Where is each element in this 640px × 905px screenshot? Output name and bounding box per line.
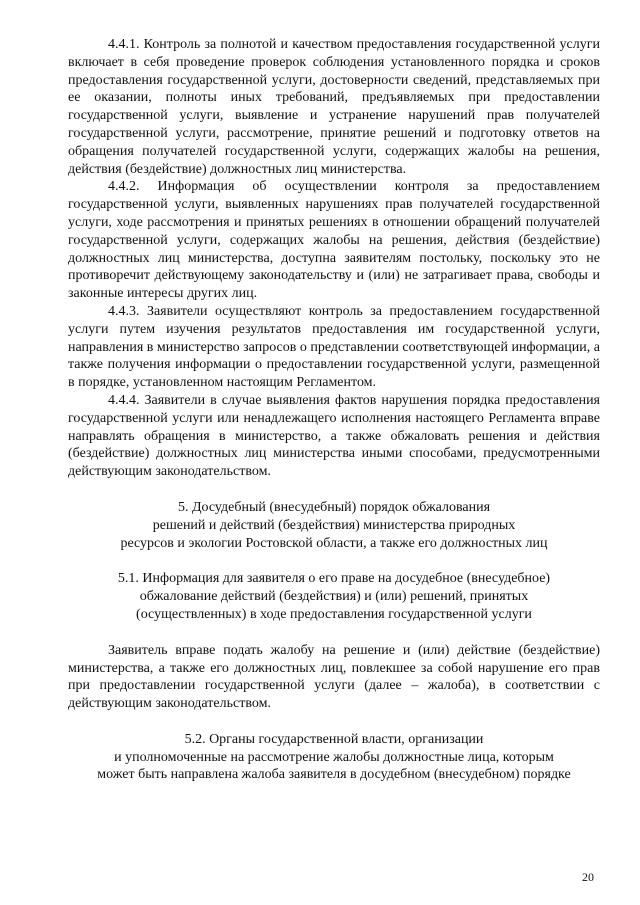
paragraph-4-4-1: 4.4.1. Контроль за полнотой и качеством предоставления государственной услуги включает в себя проведение проверок соблюдения установленного порядка и сроков предоставления государственной услуги, достоверности сведений, представляемых при ее оказании, полноты иных требований, предъявляемых при предоставлении государственной услуги, выявление и устранение нарушений прав получателей государственной услуги, рассмотрение, принятие решений и подготовку ответов на обращения получателей государственной услуги, содержащих жалобы на решения, действия (бездействие) должностных лиц министерства. [68, 37, 600, 177]
section-5-1-heading-line-3: (осуществленных) в ходе предоставления государственной услуги [136, 606, 532, 622]
section-5-1-heading-line-1: 5.1. Информация для заявителя о его праве на досудебное (внесудебное) [117, 571, 551, 587]
section-5-1-heading [68, 570, 600, 623]
section-5-heading [68, 499, 600, 552]
section-5-2-heading-line-1: 5.2. Органы государственной власти, организации [184, 731, 484, 747]
section-5-heading-line-3: ресурсов и экологии Ростовской области, а также его должностных лиц [120, 535, 548, 551]
paragraph-5-1-body: Заявитель вправе подать жалобу на решение и (или) действие (бездействие) министерства, а также его должностных лиц, повлекшее за собой нарушение его прав при предоставлении государственной услуги (далее – жалоба), в соответствии с действующим законодательством. [68, 642, 600, 712]
paragraph-4-4-3: 4.4.3. Заявители осуществляют контроль за предоставлением государственной услуги путем изучения результатов предоставления им государственной услуги, направления в министерство запросов о представлении соответствующей информации, а также получения информации о предоставлении государственной услуги, размещенной в порядке, установленном настоящим Регламентом. [68, 303, 600, 391]
section-5-heading-line-1: 5. Досудебный (внесудебный) порядок обжалования [177, 499, 491, 515]
section-5-2-heading [68, 731, 600, 784]
section-5-2-heading-line-2: и уполномоченные на рассмотрение жалобы должностные лица, которым [114, 749, 554, 765]
document-page [68, 36, 600, 784]
section-5-heading-line-2: решений и действий (бездействия) министерства природных [152, 517, 516, 533]
paragraph-4-4-2: 4.4.2. Информация об осуществлении контроля за предоставлением государственной услуги, выявленных нарушениях прав получателей государственной услуги, ходе рассмотрения и принятых решениях в отношении обращений получателей государственной услуги, содержащих жалобы на решения, действия (бездействие) должностных лиц министерства, доступна заявителям постольку, поскольку это не противоречит действующему законодательству и (или) не затрагивает права, свободы и законные интересы других лиц. [68, 179, 600, 302]
paragraph-4-4-4: 4.4.4. Заявители в случае выявления фактов нарушения порядка предоставления государственной услуги или ненадлежащего исполнения настоящего Регламента вправе направлять обращения в министерство, а также обжаловать решения и действия (бездействие) должностных лиц министерства иными способами, предусмотренными действующим законодательством. [68, 392, 600, 480]
section-5-2-heading-line-3: может быть направлена жалоба заявителя в досудебном (внесудебном) порядке [97, 767, 571, 783]
section-5-1-heading-line-2: обжалование действий (бездействия) и (или) решений, принятых [139, 589, 529, 605]
page-number: 20 [582, 870, 594, 884]
